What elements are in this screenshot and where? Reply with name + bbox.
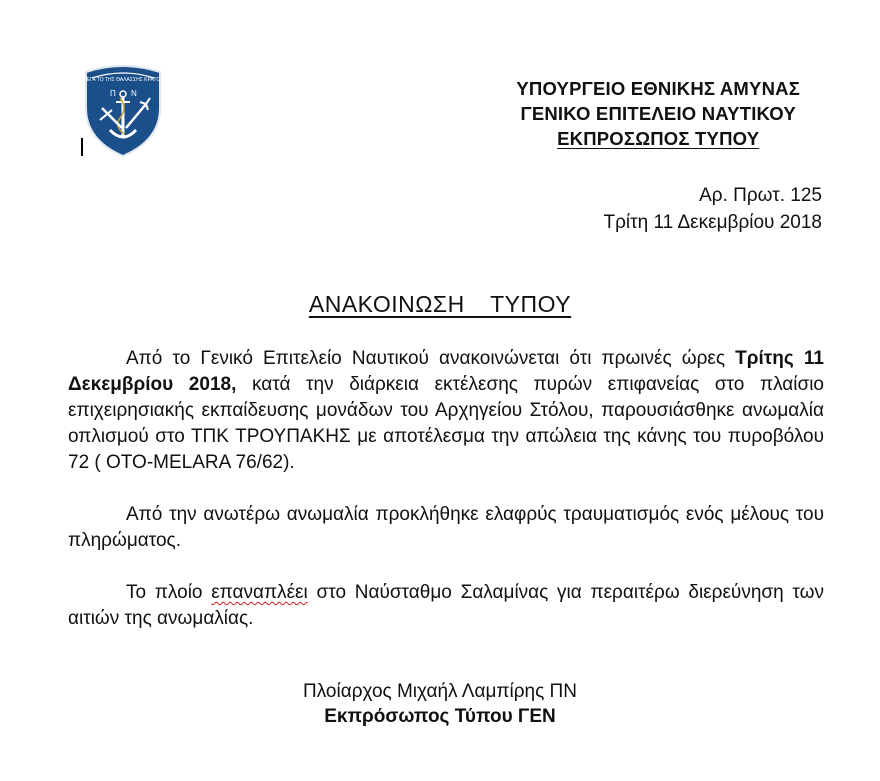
signatory-name: Πλοίαρχος Μιχαήλ Λαμπίρης ΠΝ <box>303 681 577 702</box>
signatory-role: Εκπρόσωπος Τύπου ΓΕΝ <box>324 706 556 727</box>
press-office-name: ΕΚΠΡΟΣΩΠΟΣ ΤΥΠΟΥ <box>557 128 760 149</box>
document-title: ΑΝΑΚΟΙΝΩΣΗ ΤΥΠΟΥ <box>308 291 572 317</box>
bold-date: Τρίτης 11 Δεκεμβρίου 2018, <box>68 348 824 395</box>
ministry-name: ΥΠΟΥΡΓΕΙΟ ΕΘΝΙΚΗΣ ΑΜΥΝΑΣ <box>516 78 800 99</box>
paragraph-text: στο Ναύσταθμο Σαλαμίνας για περαιτέρω διερεύνηση των αιτιών της ανωμαλίας. <box>68 582 824 629</box>
paragraph-1 <box>68 346 824 476</box>
navy-staff-name: ΓΕΝΙΚΟ ΕΠΙΤΕΛΕΙΟ ΝΑΥΤΙΚΟΥ <box>520 103 796 124</box>
protocol-number: Αρ. Πρωτ. 125 <box>699 185 822 206</box>
paragraph-3 <box>68 580 824 632</box>
text-cursor <box>81 138 83 156</box>
document-date: Τρίτη 11 Δεκεμβρίου 2018 <box>603 212 822 233</box>
hellenic-navy-emblem-icon <box>80 64 166 158</box>
paragraph-text: κατά την διάρκεια εκτέλεσης πυρών επιφανείας στο πλαίσιο επιχειρησιακής εκπαίδευσης μονάδων του Αρχηγείου Στόλου, παρουσιάσθηκε ανωμαλία οπλισμού στο ΤΠΚ ΤΡΟΥΠΑΚΗΣ με αποτέλεσμα την απώλεια της κάνης του πυροβόλου 72 ( OTO-MELARA 76/62). <box>68 374 825 473</box>
paragraph-text: Από το Γενικό Επιτελείο Ναυτικού ανακοινώνεται ότι πρωινές ώρες <box>126 348 736 369</box>
reference-block <box>604 182 822 236</box>
paragraph-2: Από την ανωτέρω ανωμαλία προκλήθηκε ελαφρύς τραυματισμός ενός μέλους του πληρώματος. <box>68 504 824 551</box>
spellcheck-flagged-word[interactable]: επαναπλέει <box>211 582 308 603</box>
signature-block <box>0 679 880 729</box>
paragraph-text: Το πλοίο <box>126 582 212 603</box>
issuer-header <box>516 76 800 151</box>
document-body <box>68 346 824 658</box>
svg-text:Ν: Ν <box>131 89 137 98</box>
svg-text:ΜΕΓΑ ΤΟ ΤΗΣ ΘΑΛΑΣΣΗΣ ΚΡΑΤΟΣ: ΜΕΓΑ ΤΟ ΤΗΣ ΘΑΛΑΣΣΗΣ ΚΡΑΤΟΣ <box>82 77 164 83</box>
svg-text:Π: Π <box>110 89 116 98</box>
